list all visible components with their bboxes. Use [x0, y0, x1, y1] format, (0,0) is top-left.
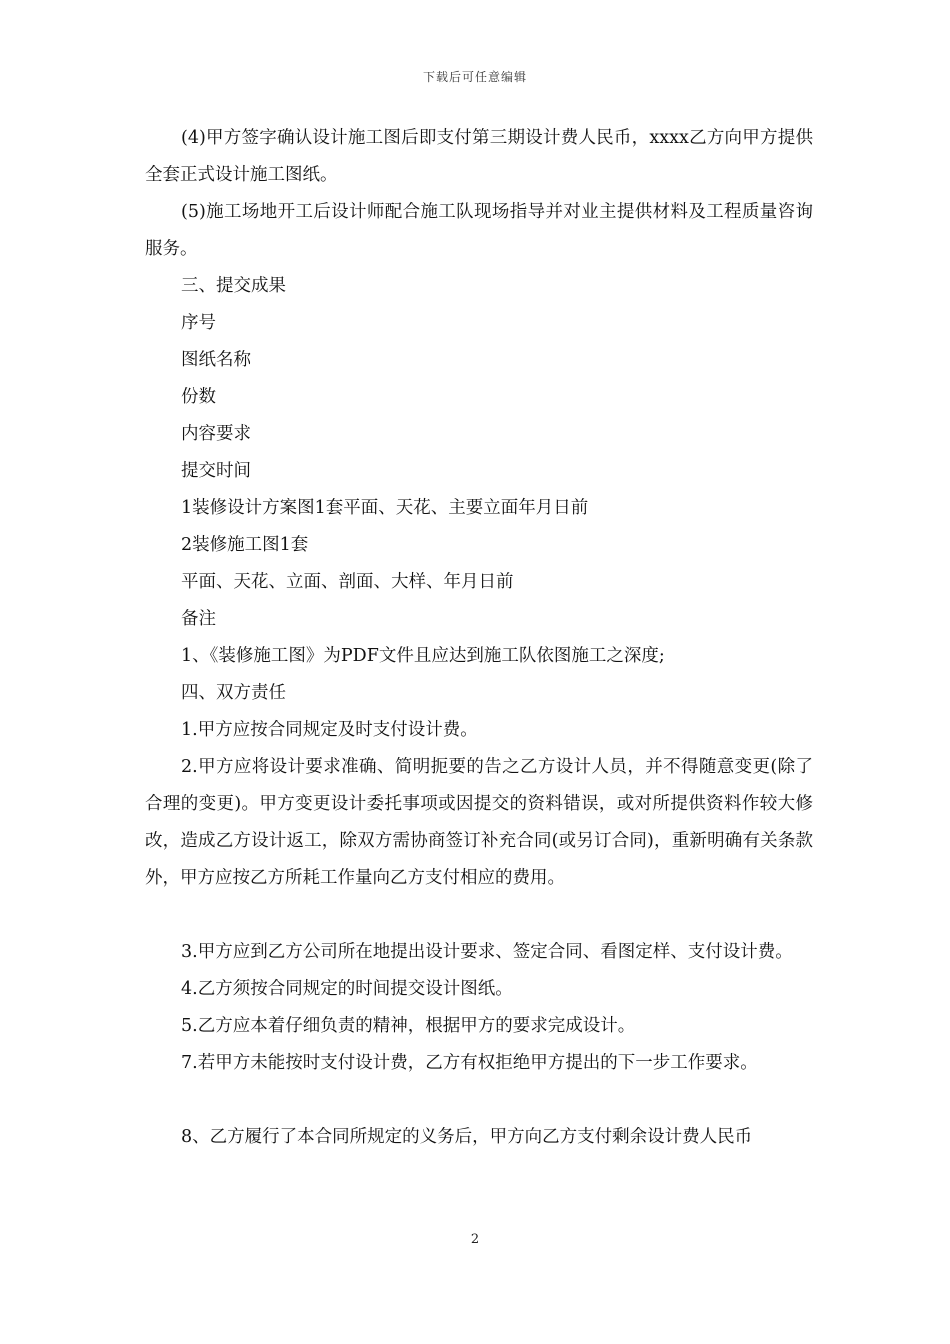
- table-header-copies: 份数: [181, 387, 216, 407]
- page-header-note: 下载后可任意编辑: [422, 70, 527, 84]
- paragraph-payment-phase-3: (4)甲方签字确认设计施工图后即支付第三期设计费人民币，xxxx乙方向甲方提供全套正式设计施工图纸。: [145, 128, 813, 185]
- paragraph-onsite-guidance: (5)施工场地开工后设计师配合施工队现场指导并对业主提供材料及工程质量咨询服务。: [145, 202, 813, 259]
- clause-8: 8、乙方履行了本合同所规定的义务后，甲方向乙方支付剩余设计费人民币: [181, 1127, 753, 1147]
- remark-item-1: 1、《装修施工图》为PDF文件且应达到施工队依图施工之深度;: [181, 646, 665, 666]
- page-number: 2: [470, 1232, 480, 1247]
- deliverable-row-2-content: 平面、天花、立面、剖面、大样、年月日前: [181, 572, 514, 592]
- deliverable-row-2: 2装修施工图1套: [181, 535, 309, 555]
- blank-line: [145, 1082, 813, 1119]
- table-header-requirements: 内容要求: [181, 424, 251, 444]
- blank-line: [145, 897, 813, 934]
- section-heading-deliverables: 三、提交成果: [181, 276, 286, 296]
- section-heading-responsibilities: 四、双方责任: [181, 683, 286, 703]
- clause-1: 1.甲方应按合同规定及时支付设计费。: [181, 720, 478, 740]
- deliverable-row-1: 1装修设计方案图1套平面、天花、主要立面年月日前: [181, 498, 589, 518]
- table-header-submit-time: 提交时间: [181, 461, 251, 481]
- table-header-drawing-name: 图纸名称: [181, 350, 251, 370]
- document-body: [145, 120, 813, 1156]
- clause-4: 4.乙方须按合同规定的时间提交设计图纸。: [181, 979, 513, 999]
- clause-5: 5.乙方应本着仔细负责的精神，根据甲方的要求完成设计。: [181, 1016, 636, 1036]
- clause-3: 3.甲方应到乙方公司所在地提出设计要求、签定合同、看图定样、支付设计费。: [181, 942, 793, 962]
- remarks-label: 备注: [181, 609, 216, 629]
- clause-7: 7.若甲方未能按时支付设计费，乙方有权拒绝甲方提出的下一步工作要求。: [181, 1053, 758, 1073]
- clause-2: 2.甲方应将设计要求准确、简明扼要的告之乙方设计人员，并不得随意变更(除了合理的变更)。甲方变更设计委托事项或因提交的资料错误，或对所提供资料作较大修改，造成乙方设计返工，除双方需协商签订补充合同(或另订合同)，重新明确有关条款外，甲方应按乙方所耗工作量向乙方支付相应的费用。: [145, 757, 813, 888]
- table-header-serial: 序号: [181, 313, 216, 333]
